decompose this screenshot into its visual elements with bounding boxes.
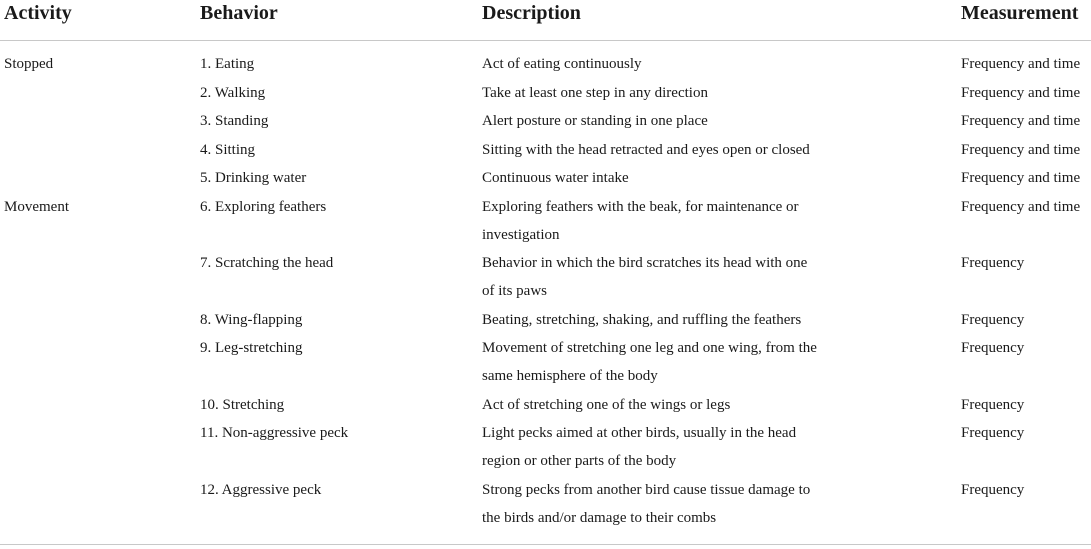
- description-line: Alert posture or standing in one place: [482, 113, 708, 129]
- header-measurement: Measurement: [961, 2, 1079, 24]
- description-line: the birds and/or damage to their combs: [482, 509, 717, 526]
- measurement-cell: Frequency and time: [961, 198, 1081, 215]
- header-behavior: Behavior: [200, 2, 278, 24]
- behavior-cell: 7. Scratching the head: [200, 255, 334, 271]
- measurement-cell: Frequency and time: [961, 170, 1081, 186]
- behavior-cell: 4. Sitting: [200, 141, 256, 158]
- behavior-cell: 6. Exploring feathers: [200, 198, 327, 215]
- description-line: same hemisphere of the body: [482, 368, 658, 384]
- behavior-cell: 10. Stretching: [200, 396, 285, 413]
- description-line: Take at least one step in any direction: [482, 84, 708, 101]
- description-line: region or other parts of the body: [482, 453, 677, 469]
- description-line: investigation: [482, 226, 560, 243]
- measurement-cell: Frequency and time: [961, 113, 1081, 129]
- behavior-cell: 11. Non-aggressive peck: [200, 425, 349, 441]
- description-line: of its paws: [482, 283, 547, 299]
- measurement-cell: Frequency: [961, 396, 1025, 413]
- measurement-cell: Frequency: [961, 340, 1025, 356]
- behavior-cell: 2. Walking: [200, 84, 266, 101]
- description-line: Exploring feathers with the beak, for maintenance or: [482, 198, 799, 215]
- description-line: Light pecks aimed at other birds, usually in the head: [482, 425, 797, 441]
- behavior-cell: 3. Standing: [200, 113, 269, 129]
- behavior-cell: 8. Wing-flapping: [200, 311, 303, 328]
- measurement-cell: Frequency: [961, 481, 1025, 498]
- header-activity: Activity: [4, 2, 72, 24]
- bottom-rule: [0, 544, 1091, 545]
- measurement-cell: Frequency: [961, 255, 1025, 271]
- behavior-cell: 12. Aggressive peck: [200, 481, 322, 498]
- description-line: Strong pecks from another bird cause tissue damage to: [482, 481, 811, 498]
- description-line: Behavior in which the bird scratches its head with one: [482, 255, 808, 271]
- measurement-cell: Frequency and time: [961, 56, 1081, 72]
- header-rule: [0, 40, 1091, 41]
- measurement-cell: Frequency and time: [961, 84, 1081, 101]
- behavior-cell: 1. Eating: [200, 56, 255, 72]
- measurement-cell: Frequency: [961, 425, 1025, 441]
- measurement-cell: Frequency and time: [961, 141, 1081, 158]
- description-line: Act of eating continuously: [482, 56, 642, 72]
- description-line: Beating, stretching, shaking, and ruffling the feathers: [482, 311, 802, 328]
- behavior-cell: 9. Leg-stretching: [200, 340, 303, 356]
- activity-cell: Stopped: [4, 56, 54, 72]
- measurement-cell: Frequency: [961, 311, 1025, 328]
- description-line: Continuous water intake: [482, 170, 629, 186]
- description-line: Act of stretching one of the wings or legs: [482, 396, 731, 413]
- description-line: Sitting with the head retracted and eyes open or closed: [482, 141, 810, 158]
- activity-cell: Movement: [4, 198, 69, 215]
- header-description: Description: [482, 2, 581, 24]
- behavior-cell: 5. Drinking water: [200, 170, 307, 186]
- description-line: Movement of stretching one leg and one wing, from the: [482, 340, 817, 356]
